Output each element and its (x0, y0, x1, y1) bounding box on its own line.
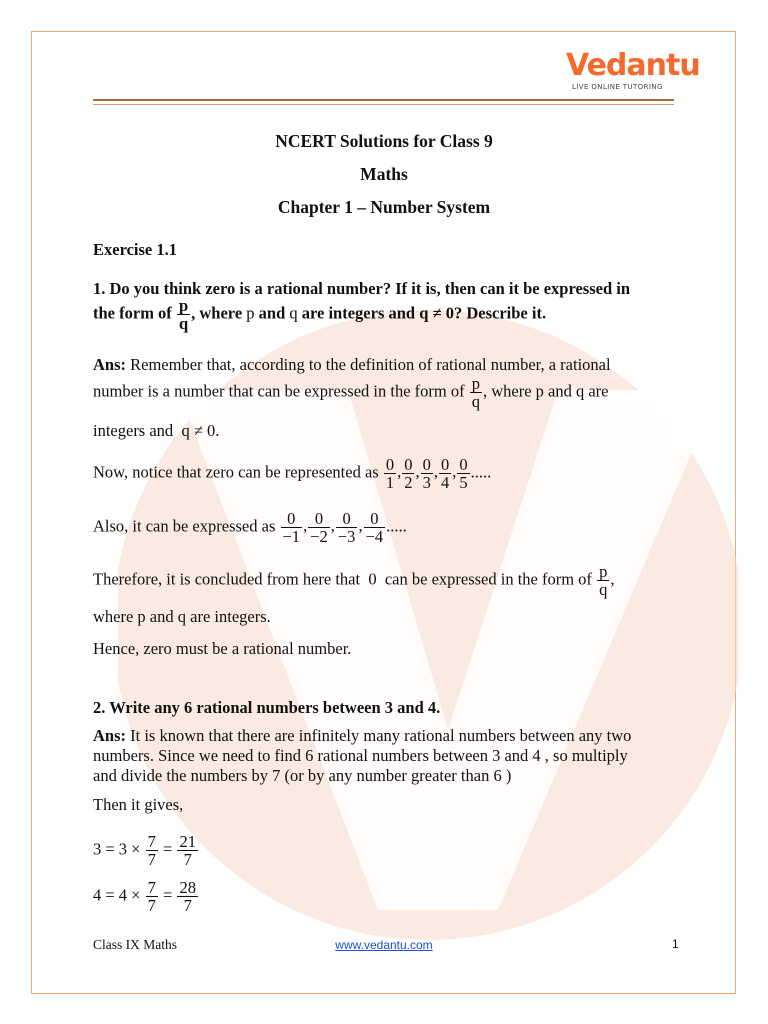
zero-fractions-positive: $\frac{0}{1}$ , $\frac{0}{2}$ , $\frac{0}{3}$ , $\frac{0}{4}$ , $\frac{0}{5}$ (385, 455, 468, 492)
exercise-heading: Exercise 1.1 (93, 240, 178, 259)
header-rule (93, 99, 674, 101)
chapter-title: Chapter 1 – Number System (277, 197, 491, 217)
fraction-item: $\frac{0}{-3}$ (337, 509, 356, 546)
fraction-item: $\frac{0}{-2}$ (310, 509, 328, 546)
equation-4: 4 = 4 × $\frac{7}{7}$ = $\frac{28}{7}$ (93, 878, 196, 915)
q1-answer-line1: Ans: Remember that, according to the definition of rational number, a rational (93, 355, 611, 374)
q1-where-line: where p and q are integers. (93, 607, 271, 626)
fraction-item: $\frac{0}{4}$ (440, 455, 450, 492)
q1-fraction-p-over-q: $\frac{p}{q}$ (178, 296, 189, 333)
q1-therefore-line: Therefore, it is concluded from here that 0 can be expressed in the form of $\frac{p}{q}$ , (93, 562, 615, 599)
q2-title: 2. Write any 6 rational numbers between 3 and 4. (93, 698, 441, 717)
equation-3: 3 = 3 × $\frac{7}{7}$ = $\frac{21}{7}$ (93, 832, 196, 869)
q2-answer-line2: numbers. Since we need to find 6 rational numbers between 3 and 4 , so multiply (93, 746, 628, 765)
footer-class-label: Class IX Maths (93, 937, 177, 952)
q1-answer-line2: number is a number that can be expressed in the form of $\frac{p}{q}$ , where p and q are (93, 374, 609, 411)
fraction-item: $\frac{0}{-4}$ (365, 509, 384, 546)
fraction-item: $\frac{0}{-1}$ (282, 509, 301, 546)
q1-now-line: Now, notice that zero can be represented as $\frac{0}{1}$ , $\frac{0}{2}$ , $\frac{0}{3}$ , $\frac{0}{4}$ , $\frac{0}{5}$ ..... (93, 455, 492, 492)
logo-wordmark: Vedantu (566, 48, 700, 83)
therefore-fraction-p-over-q: $\frac{p}{q}$ (599, 562, 608, 599)
fraction-item: $\frac{0}{3}$ (422, 455, 431, 492)
page-title: NCERT Solutions for Class 9 (275, 131, 493, 151)
q1-answer-line3: integers and q ≠ 0. (93, 421, 220, 440)
header-rule-thin (93, 104, 674, 105)
answer-fraction-p-over-q: $\frac{p}{q}$ (471, 374, 480, 411)
q2-then-line: Then it gives, (93, 795, 184, 814)
page-number: 1 (672, 937, 679, 951)
footer-website-link[interactable]: www.vedantu.com (335, 938, 433, 952)
q2-answer-line1: Ans: It is known that there are infinitely many rational numbers between any two (93, 726, 632, 745)
vedantu-logo (566, 48, 700, 91)
q2-answer-line3: and divide the numbers by 7 (or by any number greater than 6 ) (93, 766, 512, 785)
fraction-item: $\frac{0}{5}$ (459, 455, 468, 492)
logo-tagline: LIVE ONLINE TUTORING (572, 83, 663, 91)
zero-fractions-negative: $\frac{0}{-1}$ , $\frac{0}{-2}$ , $\frac{0}{-3}$ , $\frac{0}{-4}$ (282, 509, 384, 546)
fraction-item: $\frac{0}{1}$ (385, 455, 395, 492)
q1-line1: 1. Do you think zero is a rational number? If it is, then can it be expressed in (93, 279, 631, 298)
q1-also-line: Also, it can be expressed as $\frac{0}{-1}$ , $\frac{0}{-2}$ , $\frac{0}{-3}$ , $\frac{0}{-4}$ ..... (93, 509, 407, 546)
fraction-item: $\frac{0}{2}$ (404, 455, 413, 492)
q1-line2: the form of $\frac{p}{q}$ , where p and q are integers and q ≠ 0? Describe it. (93, 296, 547, 333)
q1-conclusion: Hence, zero must be a rational number. (93, 639, 352, 658)
subject-title: Maths (360, 164, 408, 184)
